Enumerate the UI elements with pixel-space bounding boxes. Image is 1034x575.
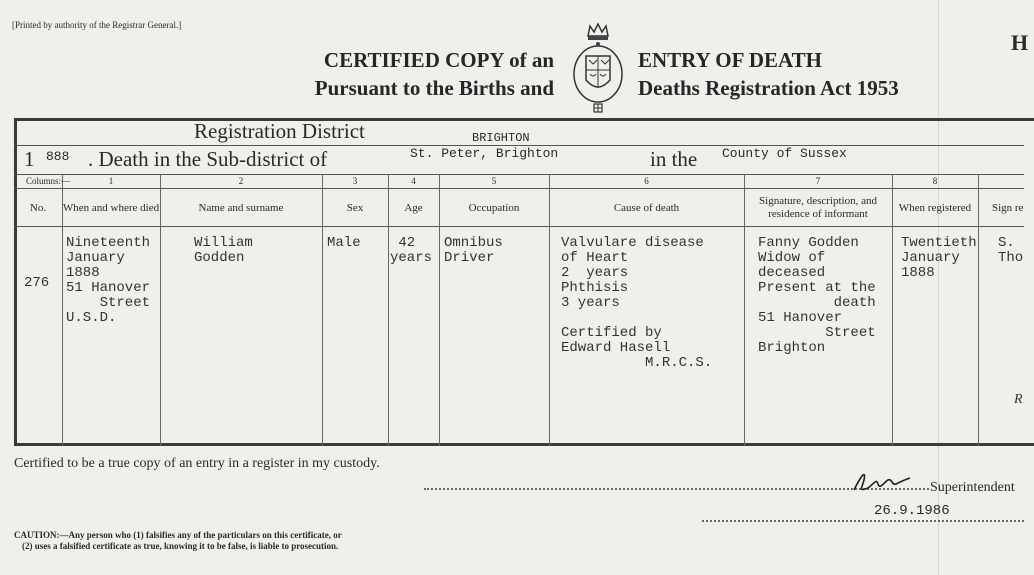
in-the-label: in the bbox=[650, 147, 698, 171]
entry-occupation: Omnibus Driver bbox=[444, 235, 503, 266]
entry-age: 42 years bbox=[390, 235, 433, 266]
table-rule bbox=[14, 174, 1024, 175]
royal-crest-icon bbox=[568, 22, 628, 114]
caution-line-1: CAUTION:—Any person who (1) falsifies any of the particulars on this certificate, or bbox=[14, 530, 342, 540]
title-line-2: Pursuant to the Births and bbox=[314, 76, 554, 100]
table-rule bbox=[14, 226, 1024, 227]
authority-note: [Printed by authority of the Registrar General.] bbox=[12, 20, 182, 30]
entry-informant: Fanny Godden Widow of deceased Present at the death 51 Hanover Street Brighton bbox=[758, 235, 876, 356]
title-line-4: Deaths Registration Act 1953 bbox=[638, 76, 899, 100]
entry-signature-extra: R bbox=[1014, 392, 1023, 407]
column-number: 3 bbox=[352, 176, 358, 186]
entry-name: William Godden bbox=[194, 235, 253, 266]
certificate-date: 26.9.1986 bbox=[874, 503, 950, 519]
death-subdistrict-label: . Death in the Sub-district of bbox=[88, 147, 328, 171]
entry-registered: Twentieth January 1888 bbox=[901, 235, 977, 281]
column-number: 6 bbox=[644, 176, 649, 186]
entry-when-where: Nineteenth January 1888 51 Hanover Street U.S.D. bbox=[66, 235, 151, 326]
year-prefix: 1 bbox=[24, 147, 35, 171]
entry-sex: Male bbox=[327, 235, 361, 251]
columns-label: Columns:— bbox=[26, 176, 71, 186]
superintendent-label: Superintendent bbox=[930, 480, 1015, 495]
edge-letter: H bbox=[1011, 30, 1029, 55]
title-line-3: ENTRY OF DEATH bbox=[638, 48, 822, 72]
column-header-occupation: Occupation bbox=[468, 201, 520, 214]
column-header-informant: Signature, description, and residence of informant bbox=[759, 195, 877, 220]
registration-district-value: BRIGHTON bbox=[472, 131, 530, 145]
column-number: 1 bbox=[108, 176, 114, 186]
column-header-no: No. bbox=[29, 201, 47, 214]
title-right bbox=[638, 46, 899, 102]
column-number: 8 bbox=[932, 176, 938, 186]
table-rule bbox=[14, 188, 1024, 189]
caution-notice bbox=[14, 530, 342, 552]
subdistrict-value: St. Peter, Brighton bbox=[410, 146, 559, 161]
caution-line-2: (2) uses a falsified certificate as true, knowing it to be false, is liable to prosecution. bbox=[22, 541, 339, 551]
column-header-age: Age bbox=[404, 201, 423, 214]
column-header-when-where: When and where died bbox=[62, 201, 160, 214]
date-line bbox=[702, 506, 1024, 522]
entry-cause: Valvulare disease of Heart 2 years Phthisis 3 years Certified by Edward Hasell M.R.C.S. bbox=[561, 235, 713, 371]
title-left bbox=[315, 46, 554, 102]
year-value: 888 bbox=[46, 149, 70, 164]
column-header-sex: Sex bbox=[346, 201, 364, 214]
entry-signature-col: S. Tho bbox=[998, 235, 1024, 266]
column-number: 5 bbox=[491, 176, 497, 186]
county-value: County of Sussex bbox=[722, 146, 847, 161]
column-header-name: Name and surname bbox=[198, 201, 284, 214]
column-header-cause: Cause of death bbox=[613, 201, 680, 214]
certified-statement: Certified to be a true copy of an entry in a register in my custody. bbox=[14, 456, 380, 471]
entry-number: 276 bbox=[24, 275, 50, 291]
column-number: 7 bbox=[815, 176, 821, 186]
col-divider bbox=[978, 174, 979, 446]
title-line-1: CERTIFIED COPY of an bbox=[323, 48, 554, 72]
column-number: 4 bbox=[411, 176, 416, 186]
registration-district-label: Registration District bbox=[194, 119, 365, 143]
column-number: 2 bbox=[238, 176, 244, 186]
signature-icon bbox=[848, 466, 918, 496]
column-header-registered: When registered bbox=[898, 201, 972, 214]
column-header-signature: Sign re bbox=[992, 201, 1024, 214]
